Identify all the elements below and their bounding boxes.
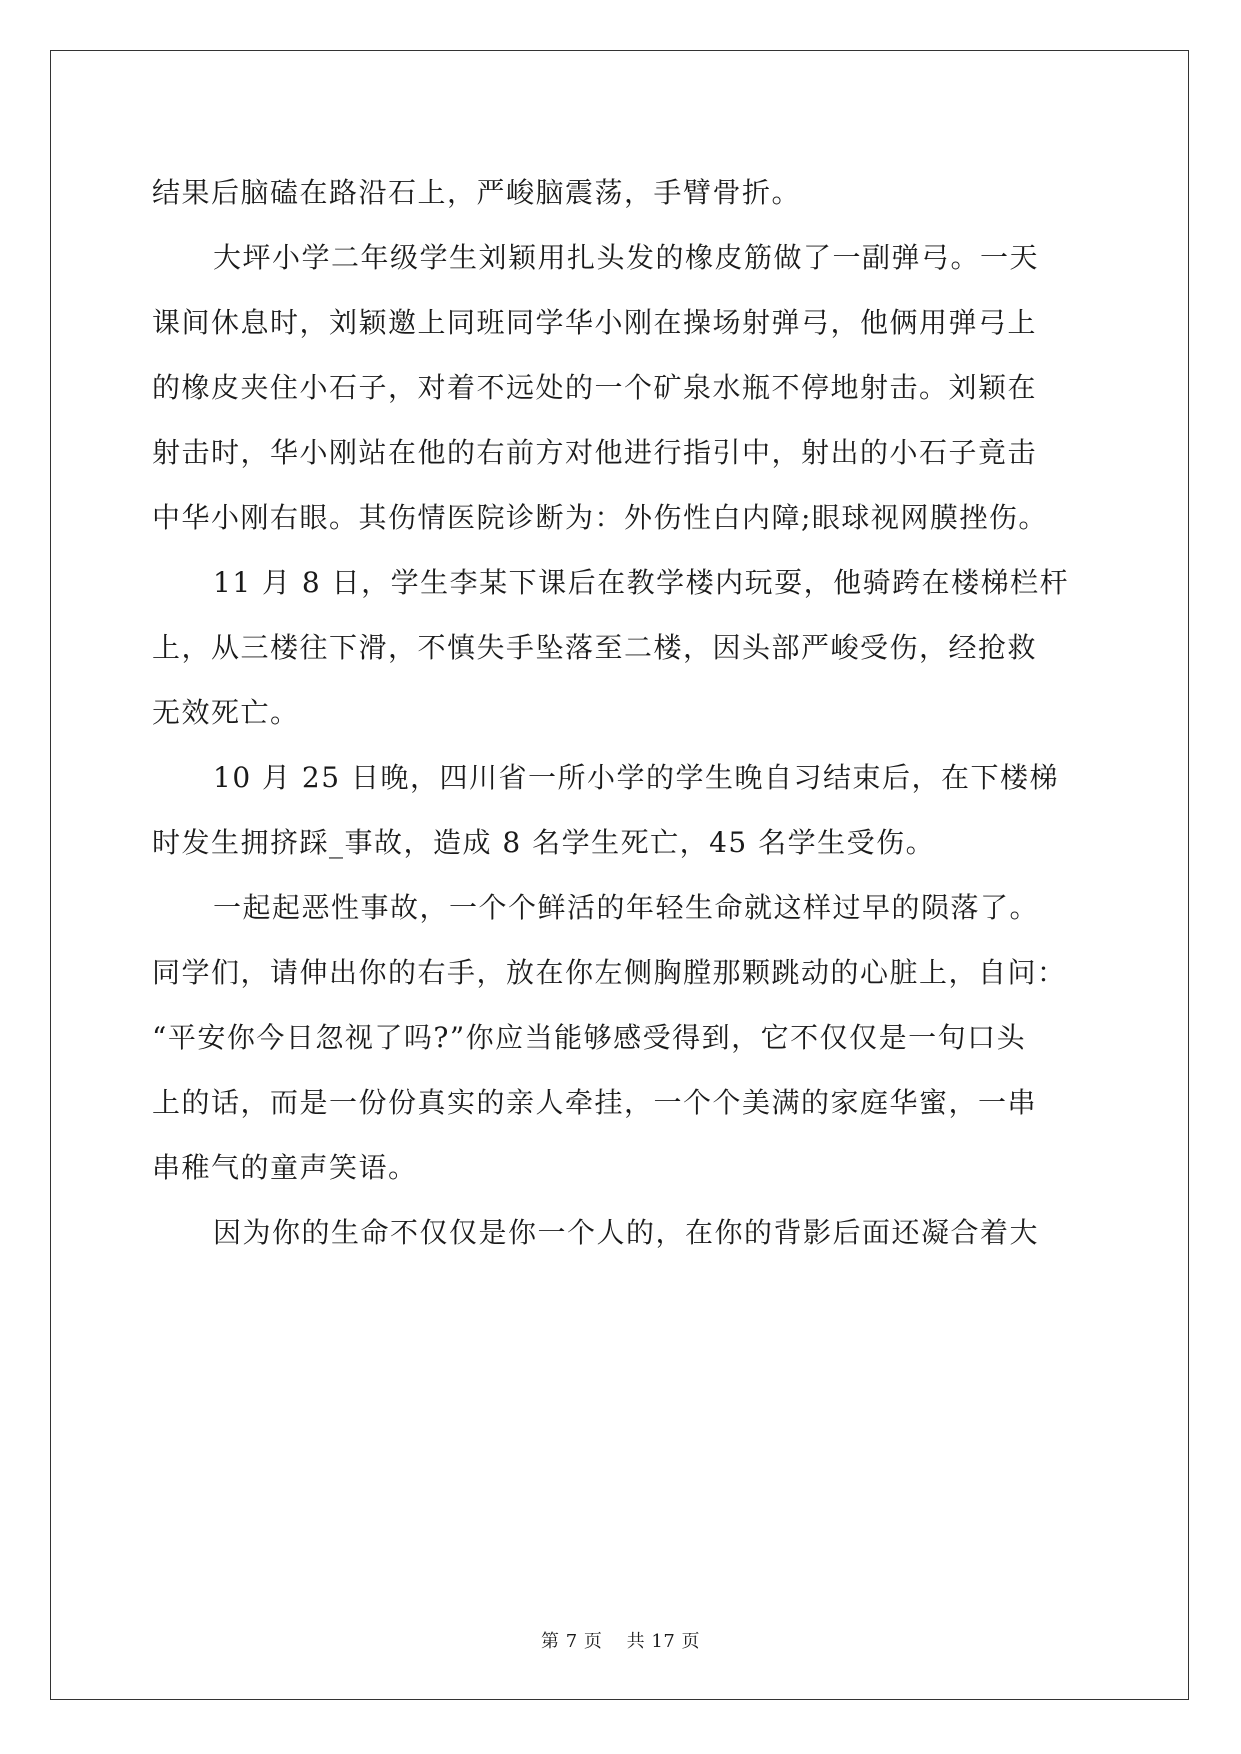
text-line: “平安你今日忽视了吗?”你应当能够感受得到，它不仅仅是一句口头 — [152, 1021, 1027, 1054]
text-line: 上，从三楼往下滑，不慎失手坠落至二楼，因头部严峻受伤，经抢救 — [152, 631, 1038, 664]
paragraph-start-line: 一起起恶性事故，一个个鲜活的年轻生命就这样过早的陨落了。 — [213, 891, 1040, 924]
text-line: 同学们，请伸出你的右手，放在你左侧胸膛那颗跳动的心脏上，自问： — [152, 956, 1067, 989]
page-number: 第 7 页 — [541, 1631, 603, 1652]
document-body — [152, 160, 1092, 1265]
text-line: 串稚气的童声笑语。 — [152, 1151, 418, 1184]
page-footer — [0, 1627, 1241, 1653]
paragraph-start-line: 大坪小学二年级学生刘颖用扎头发的橡皮筋做了一副弹弓。一天 — [213, 241, 1040, 274]
page-total: 共 17 页 — [626, 1631, 700, 1652]
text-line: 结果后脑磕在路沿石上，严峻脑震荡，手臂骨折。 — [152, 176, 802, 209]
text-line: 无效死亡。 — [152, 696, 300, 729]
paragraph-start-line: 11 月 8 日，学生李某下课后在教学楼内玩耍，他骑跨在楼梯栏杆 — [213, 566, 1070, 599]
text-line: 中华小刚右眼。其伤情医院诊断为：外伤性白内障;眼球视网膜挫伤。 — [152, 501, 1048, 534]
paragraph-start-line: 10 月 25 日晚，四川省一所小学的学生晚自习结束后，在下楼梯 — [213, 761, 1059, 794]
paragraph-start-line: 因为你的生命不仅仅是你一个人的，在你的背影后面还凝合着大 — [213, 1216, 1040, 1249]
text-line: 的橡皮夹住小石子，对着不远处的一个矿泉水瓶不停地射击。刘颖在 — [152, 371, 1038, 404]
text-line: 上的话，而是一份份真实的亲人牵挂，一个个美满的家庭华蜜，一串 — [152, 1086, 1038, 1119]
text-line: 射击时，华小刚站在他的右前方对他进行指引中，射出的小石子竟击 — [152, 436, 1038, 469]
text-line: 时发生拥挤踩_事故，造成 8 名学生死亡，45 名学生受伤。 — [152, 826, 936, 859]
text-line: 课间休息时，刘颖邀上同班同学华小刚在操场射弹弓，他俩用弹弓上 — [152, 306, 1038, 339]
